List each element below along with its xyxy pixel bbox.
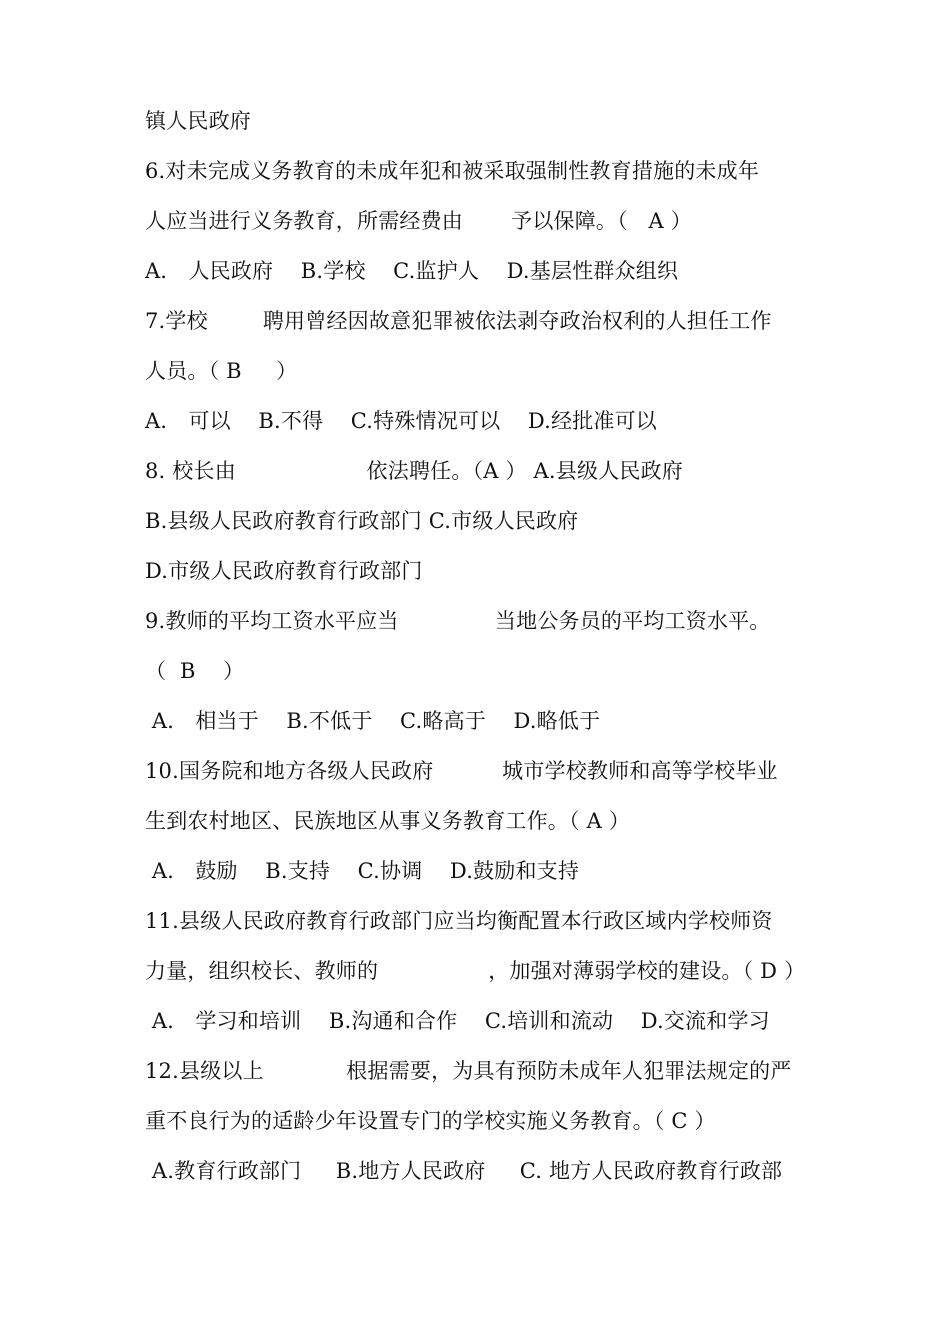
question-11-options: A． 学习和培训 B.沟通和合作 C.培训和流动 D.交流和学习 (145, 1009, 770, 1033)
text-line-1: 镇人民政府 (145, 109, 251, 133)
question-9-options: A． 相当于 B.不低于 C.略高于 D.略低于 (145, 709, 601, 733)
question-10-line-2: 生到农村地区、民族地区从事义务教育工作。（ A ） (145, 809, 631, 833)
question-12-options: A.教育行政部门 B.地方人民政府 C. 地方人民政府教育行政部 (145, 1159, 783, 1183)
question-9-line-1: 9.教师的平均工资水平应当 当地公务员的平均工资水平。 (145, 609, 771, 633)
question-11-line-1: 11.县级人民政府教育行政部门应当均衡配置本行政区域内学校师资 (145, 909, 773, 933)
question-11-line-2: 力量，组织校长、教师的 ，加强对薄弱学校的建设。（ D ） (145, 959, 806, 983)
question-8-line-2: B.县级人民政府教育行政部门 C.市级人民政府 (145, 509, 579, 533)
question-7-options: A． 可以 B.不得 C.特殊情况可以 D.经批准可以 (145, 409, 658, 433)
question-6-line-2: 人应当进行义务教育，所需经费由 予以保障。（ A ） (145, 209, 692, 233)
question-10-options: A． 鼓励 B.支持 C.协调 D.鼓励和支持 (145, 859, 580, 883)
question-7-line-2: 人员。（ B ） (145, 359, 298, 383)
question-9-line-2: （ B ） (145, 659, 245, 683)
question-8-line-1: 8. 校长由 依法聘任。（A ） A.县级人民政府 (145, 459, 683, 483)
question-10-line-1: 10.国务院和地方各级人民政府 城市学校教师和高等学校毕业 (145, 759, 778, 783)
question-12-line-1: 12.县级以上 根据需要，为具有预防未成年人犯罪法规定的严 (145, 1059, 792, 1083)
question-6-line-1: 6.对未完成义务教育的未成年犯和被采取强制性教育措施的未成年 (145, 159, 760, 183)
question-12-line-2: 重不良行为的适龄少年设置专门的学校实施义务教育。（ C ） (145, 1109, 716, 1133)
question-6-options: A． 人民政府 B.学校 C.监护人 D.基层性群众组织 (145, 259, 679, 283)
question-7-line-1: 7.学校 聘用曾经因故意犯罪被依法剥夺政治权利的人担任工作 (145, 309, 772, 333)
question-8-line-3: D.市级人民政府教育行政部门 (145, 559, 423, 583)
